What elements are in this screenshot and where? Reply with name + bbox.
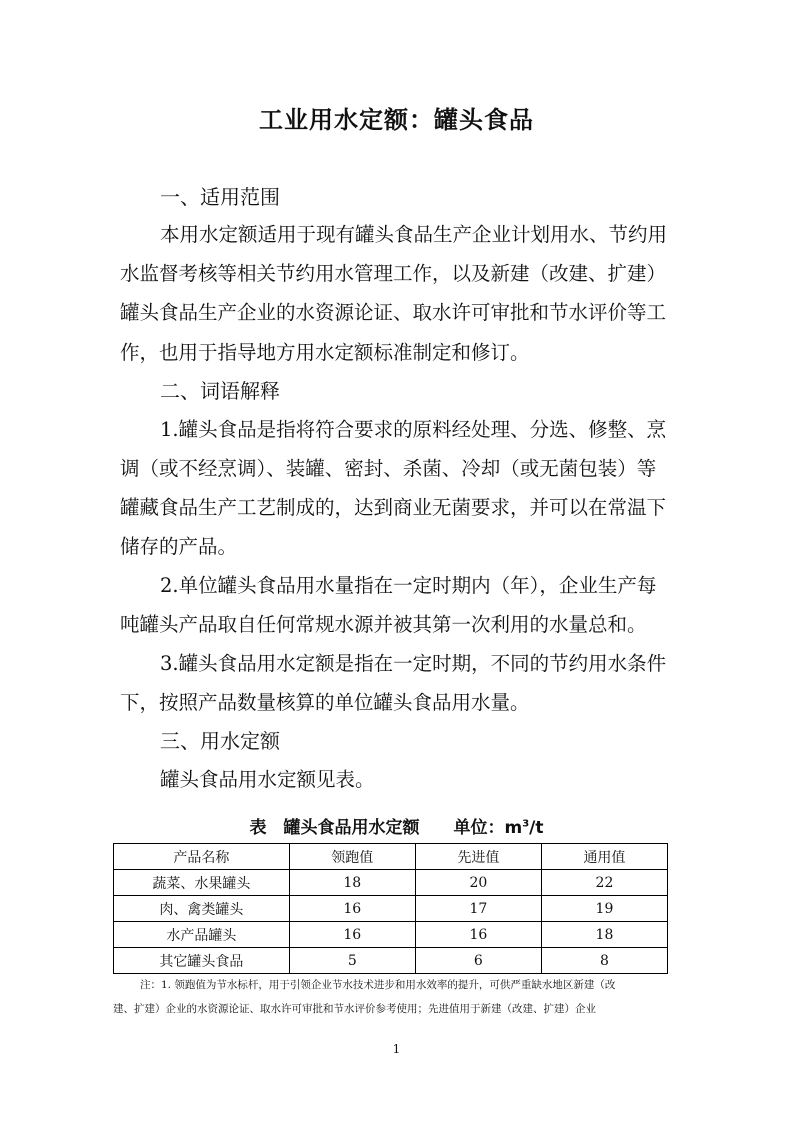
table-cell: 6 xyxy=(415,948,541,974)
table-unit-sup: 3 xyxy=(522,818,530,830)
term1-line-4: 储存的产品。 xyxy=(120,535,238,558)
table-note-line-1: 注：1. 领跑值为节水标杆，用于引领企业节水技术进步和用水效率的提升，可供严重缺水地区新建（改 xyxy=(140,979,616,991)
table-cell: 5 xyxy=(289,948,415,974)
term1-line-3: 罐藏食品生产工艺制成的，达到商业无菌要求，并可以在常温下 xyxy=(120,496,667,519)
table-cell: 17 xyxy=(415,896,541,922)
table-note-line-2: 建、扩建）企业的水资源论证、取水许可审批和节水评价参考使用；先进值用于新建（改建、扩建）企业 xyxy=(113,1003,596,1015)
term2-line-2: 吨罐头产品取自任何常规水源并被其第一次利用的水量总和。 xyxy=(120,613,647,636)
table-cell: 其它罐头食品 xyxy=(114,948,290,974)
term3-line-1: 3.罐头食品用水定额是指在一定时期，不同的节约用水条件 xyxy=(160,652,667,675)
table-row xyxy=(114,870,668,896)
table-cell: 水产品罐头 xyxy=(114,922,290,948)
quota-table xyxy=(113,843,668,974)
term3-line-2: 下，按照产品数量核算的单位罐头食品用水量。 xyxy=(120,691,530,714)
quota-intro: 罐头食品用水定额见表。 xyxy=(160,768,375,791)
table-header-row xyxy=(114,844,668,870)
table-header-cell: 先进值 xyxy=(415,844,541,870)
table-cell: 18 xyxy=(289,870,415,896)
page-title: 工业用水定额：罐头食品 xyxy=(259,106,534,134)
table-cell: 22 xyxy=(541,870,667,896)
table-cell: 蔬菜、水果罐头 xyxy=(114,870,290,896)
table-cell: 16 xyxy=(289,922,415,948)
table-unit-tail: /t xyxy=(529,818,544,838)
page-number: 1 xyxy=(392,1042,401,1056)
table-cell: 16 xyxy=(415,922,541,948)
table-unit xyxy=(453,818,543,838)
table-row xyxy=(114,922,668,948)
section-heading-quota: 三、用水定额 xyxy=(160,729,280,753)
table-header-cell: 产品名称 xyxy=(114,844,290,870)
term2-line-1: 2.单位罐头食品用水量指在一定时期内（年），企业生产每 xyxy=(160,574,657,597)
table-cell: 18 xyxy=(541,922,667,948)
table-header-cell: 领跑值 xyxy=(289,844,415,870)
table-row xyxy=(114,896,668,922)
term1-line-2: 调（或不经烹调）、装罐、密封、杀菌、冷却（或无菌包装）等 xyxy=(120,457,657,480)
table-cell: 肉、禽类罐头 xyxy=(114,896,290,922)
scope-line-1: 本用水定额适用于现有罐头食品生产企业计划用水、节约用 xyxy=(160,223,668,246)
term1-line-1: 1.罐头食品是指将符合要求的原料经处理、分选、修整、烹 xyxy=(160,418,667,441)
scope-line-2: 水监督考核等相关节约用水管理工作，以及新建（改建、扩建） xyxy=(120,262,667,285)
scope-line-4: 作，也用于指导地方用水定额标准制定和修订。 xyxy=(120,341,530,364)
table-row xyxy=(114,948,668,974)
table-cell: 16 xyxy=(289,896,415,922)
table-unit-label: 单位：m xyxy=(453,818,523,838)
table-caption xyxy=(0,813,793,838)
table-header-cell: 通用值 xyxy=(541,844,667,870)
table-cell: 19 xyxy=(541,896,667,922)
table-caption-text: 表 罐头食品用水定额 xyxy=(249,818,420,838)
table-cell: 8 xyxy=(541,948,667,974)
section-heading-scope: 一、适用范围 xyxy=(160,185,280,209)
scope-line-3: 罐头食品生产企业的水资源论证、取水许可审批和节水评价等工 xyxy=(120,301,667,324)
section-heading-terms: 二、词语解释 xyxy=(160,379,280,403)
table-cell: 20 xyxy=(415,870,541,896)
